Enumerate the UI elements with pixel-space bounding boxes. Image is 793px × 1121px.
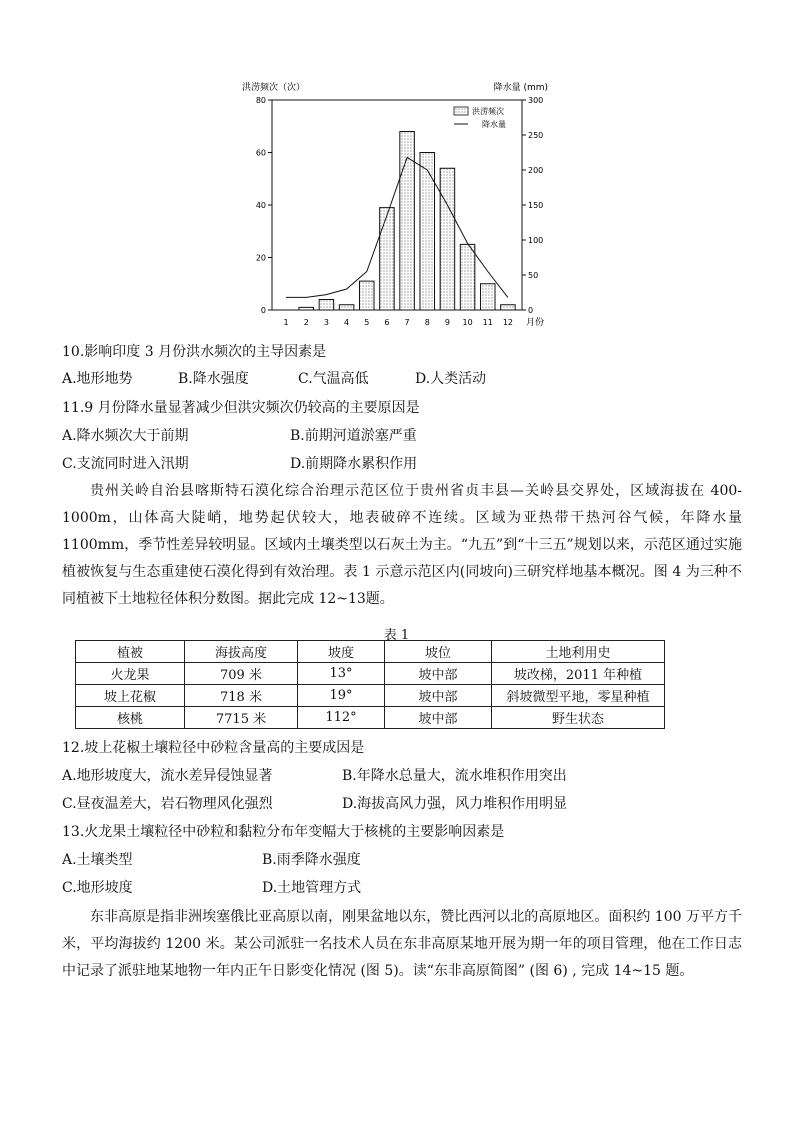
table-cell: 718 米 — [185, 685, 298, 707]
flood-bar — [460, 244, 475, 310]
right-tick-label: 200 — [528, 166, 544, 175]
right-tick-label: 150 — [528, 201, 544, 210]
q12-option-b: B.年降水总量大，流水堆积作用突出 — [342, 768, 567, 784]
left-axis-ticks — [256, 96, 272, 315]
table-cell: 709 米 — [185, 663, 298, 685]
left-tick-label: 0 — [260, 306, 266, 315]
legend-bar-label: 洪涝频次 — [472, 107, 504, 116]
q12-option-c: C.昼夜温差大，岩石物理风化强烈 — [62, 796, 273, 812]
plot-frame — [272, 100, 522, 310]
x-tick-label: 4 — [344, 318, 350, 327]
q12-option-d: D.海拔高风力强，风力堆积作用明显 — [342, 796, 568, 812]
x-tick-label: 6 — [384, 318, 390, 327]
right-tick-label: 0 — [528, 306, 534, 315]
table-header-cell: 土地利用史 — [492, 641, 665, 663]
q13-option-d: D.土地管理方式 — [262, 880, 362, 896]
x-tick-label: 2 — [303, 318, 309, 327]
table-cell: 坡改梯，2011 年种植 — [492, 663, 665, 685]
right-tick-label: 50 — [528, 271, 539, 280]
legend — [454, 106, 506, 129]
q12-option-a: A.地形坡度大，流水差异侵蚀显著 — [62, 768, 273, 784]
right-tick-label: 300 — [528, 96, 544, 105]
table-header-cell: 坡度 — [298, 641, 385, 663]
table-cell: 核桃 — [76, 707, 185, 729]
flood-bar — [420, 153, 435, 311]
passage-east-africa: 东非高原是指非洲埃塞俄比亚高原以南，刚果盆地以东，赞比西河以北的高原地区。面积约 100 万平方千米，平均海拔约 1200 米。某公司派驻一名技术人员在东非高原某地开展为期一年的项目管理，他在工作日志中记录了派驻地某地物一年内正午日影变化情况 (图 5)。读“东非高原简图” (图 6) , 完成 14~15 题。 — [62, 909, 742, 979]
x-tick-label: 5 — [364, 318, 370, 327]
table-cell: 坡中部 — [385, 663, 492, 685]
table-cell: 坡中部 — [385, 707, 492, 729]
flood-bar — [339, 305, 354, 310]
x-unit-label: 月份 — [526, 318, 545, 328]
q13-option-b: B.雨季降水强度 — [262, 852, 361, 868]
table-cell: 13° — [298, 663, 385, 685]
q10-option-a: A.地形地势 — [62, 371, 133, 387]
table-1 — [75, 640, 665, 729]
table-header-cell: 海拔高度 — [185, 641, 298, 663]
x-tick-label: 9 — [444, 318, 450, 327]
q11-option-c: C.支流同时进入汛期 — [62, 456, 189, 472]
left-tick-label: 20 — [255, 253, 266, 263]
q10-option-c: C.气温高低 — [298, 371, 369, 387]
table-cell: 火龙果 — [76, 663, 185, 685]
passage-guizhou: 贵州关岭自治县喀斯特石漠化综合治理示范区位于贵州省贞丰县—关岭县交界处，区域海拔在 400-1000m，山体高大陡峭，地势起伏较大，地表破碎不连续。区域为亚热带干热河谷气候，年降水量 1100mm，季节性差异较明显。区域内土壤类型以石灰土为主。“九五”到“十三五”规划以来，示范区通过实施植被恢复与生态重建使石漠化得到有效治理。表 1 示意示范区内(同坡向)三研究样地基本概况。图 4 为三种不同植被下土地粒径体积分数图。据此完成 12~13题。 — [62, 483, 742, 607]
q13-option-a: A.土壤类型 — [62, 852, 133, 868]
flood-bar — [299, 307, 314, 310]
legend-line-label: 降水量 — [482, 120, 506, 129]
table-header-row — [76, 641, 665, 663]
x-tick-label: 7 — [404, 318, 410, 327]
left-tick-label: 40 — [255, 201, 266, 210]
flood-bar — [380, 208, 395, 310]
q13-option-c: C.地形坡度 — [62, 880, 133, 896]
question-11-stem: 11.9 月份降水量显著减少但洪灾频次仍较高的主要原因是 — [62, 400, 420, 416]
question-13-stem: 13.火龙果土壤粒径中砂粒和黏粒分布年变幅大于核桃的主要影响因素是 — [62, 824, 505, 840]
q10-option-b: B.降水强度 — [178, 371, 249, 387]
table-row — [76, 685, 665, 707]
table-header-cell: 植被 — [76, 641, 185, 663]
x-axis-ticks — [284, 318, 513, 327]
q11-option-b: B.前期河道淤塞严重 — [290, 428, 417, 444]
x-tick-label: 8 — [424, 318, 430, 327]
left-axis-label: 洪涝频次（次） — [242, 83, 306, 93]
right-axis-label: 降水量 (mm) — [493, 83, 548, 93]
flood-bar — [359, 281, 374, 310]
table-cell: 野生状态 — [492, 707, 665, 729]
right-tick-label: 250 — [528, 131, 544, 140]
right-axis-ticks — [522, 96, 543, 315]
flood-bar — [501, 305, 516, 310]
table-cell: 坡中部 — [385, 685, 492, 707]
left-tick-label: 60 — [255, 148, 266, 158]
table-row — [76, 663, 665, 685]
left-tick-label: 80 — [255, 96, 266, 105]
table-cell: 斜坡微型平地，零星种植 — [492, 685, 665, 707]
x-tick-label: 12 — [502, 318, 514, 327]
x-tick-label: 1 — [283, 318, 289, 327]
table-cell: 19° — [298, 685, 385, 707]
table-cell: 7715 米 — [185, 707, 298, 729]
legend-bar-swatch — [454, 107, 468, 115]
table-cell: 112° — [298, 707, 385, 729]
table-cell: 坡上花椒 — [76, 685, 185, 707]
table-row — [76, 707, 665, 729]
question-10-stem: 10.影响印度 3 月份洪水频次的主导因素是 — [62, 344, 327, 360]
flood-bar — [440, 168, 455, 310]
q10-option-d: D.人类活动 — [415, 371, 487, 387]
x-tick-label: 10 — [462, 318, 473, 327]
question-12-stem: 12.坡上花椒土壤粒径中砂粒含量高的主要成因是 — [62, 740, 365, 756]
q11-option-d: D.前期降水累积作用 — [290, 456, 418, 472]
q11-option-a: A.降水频次大于前期 — [62, 428, 189, 444]
x-tick-label: 11 — [482, 318, 493, 327]
flood-bar — [480, 284, 495, 310]
right-tick-label: 100 — [528, 236, 544, 245]
flood-bar — [319, 300, 334, 311]
table-1-caption: 表 1 — [383, 628, 410, 643]
flood-precipitation-chart — [230, 78, 560, 333]
table-header-cell: 坡位 — [385, 641, 492, 663]
x-tick-label: 3 — [323, 318, 329, 327]
